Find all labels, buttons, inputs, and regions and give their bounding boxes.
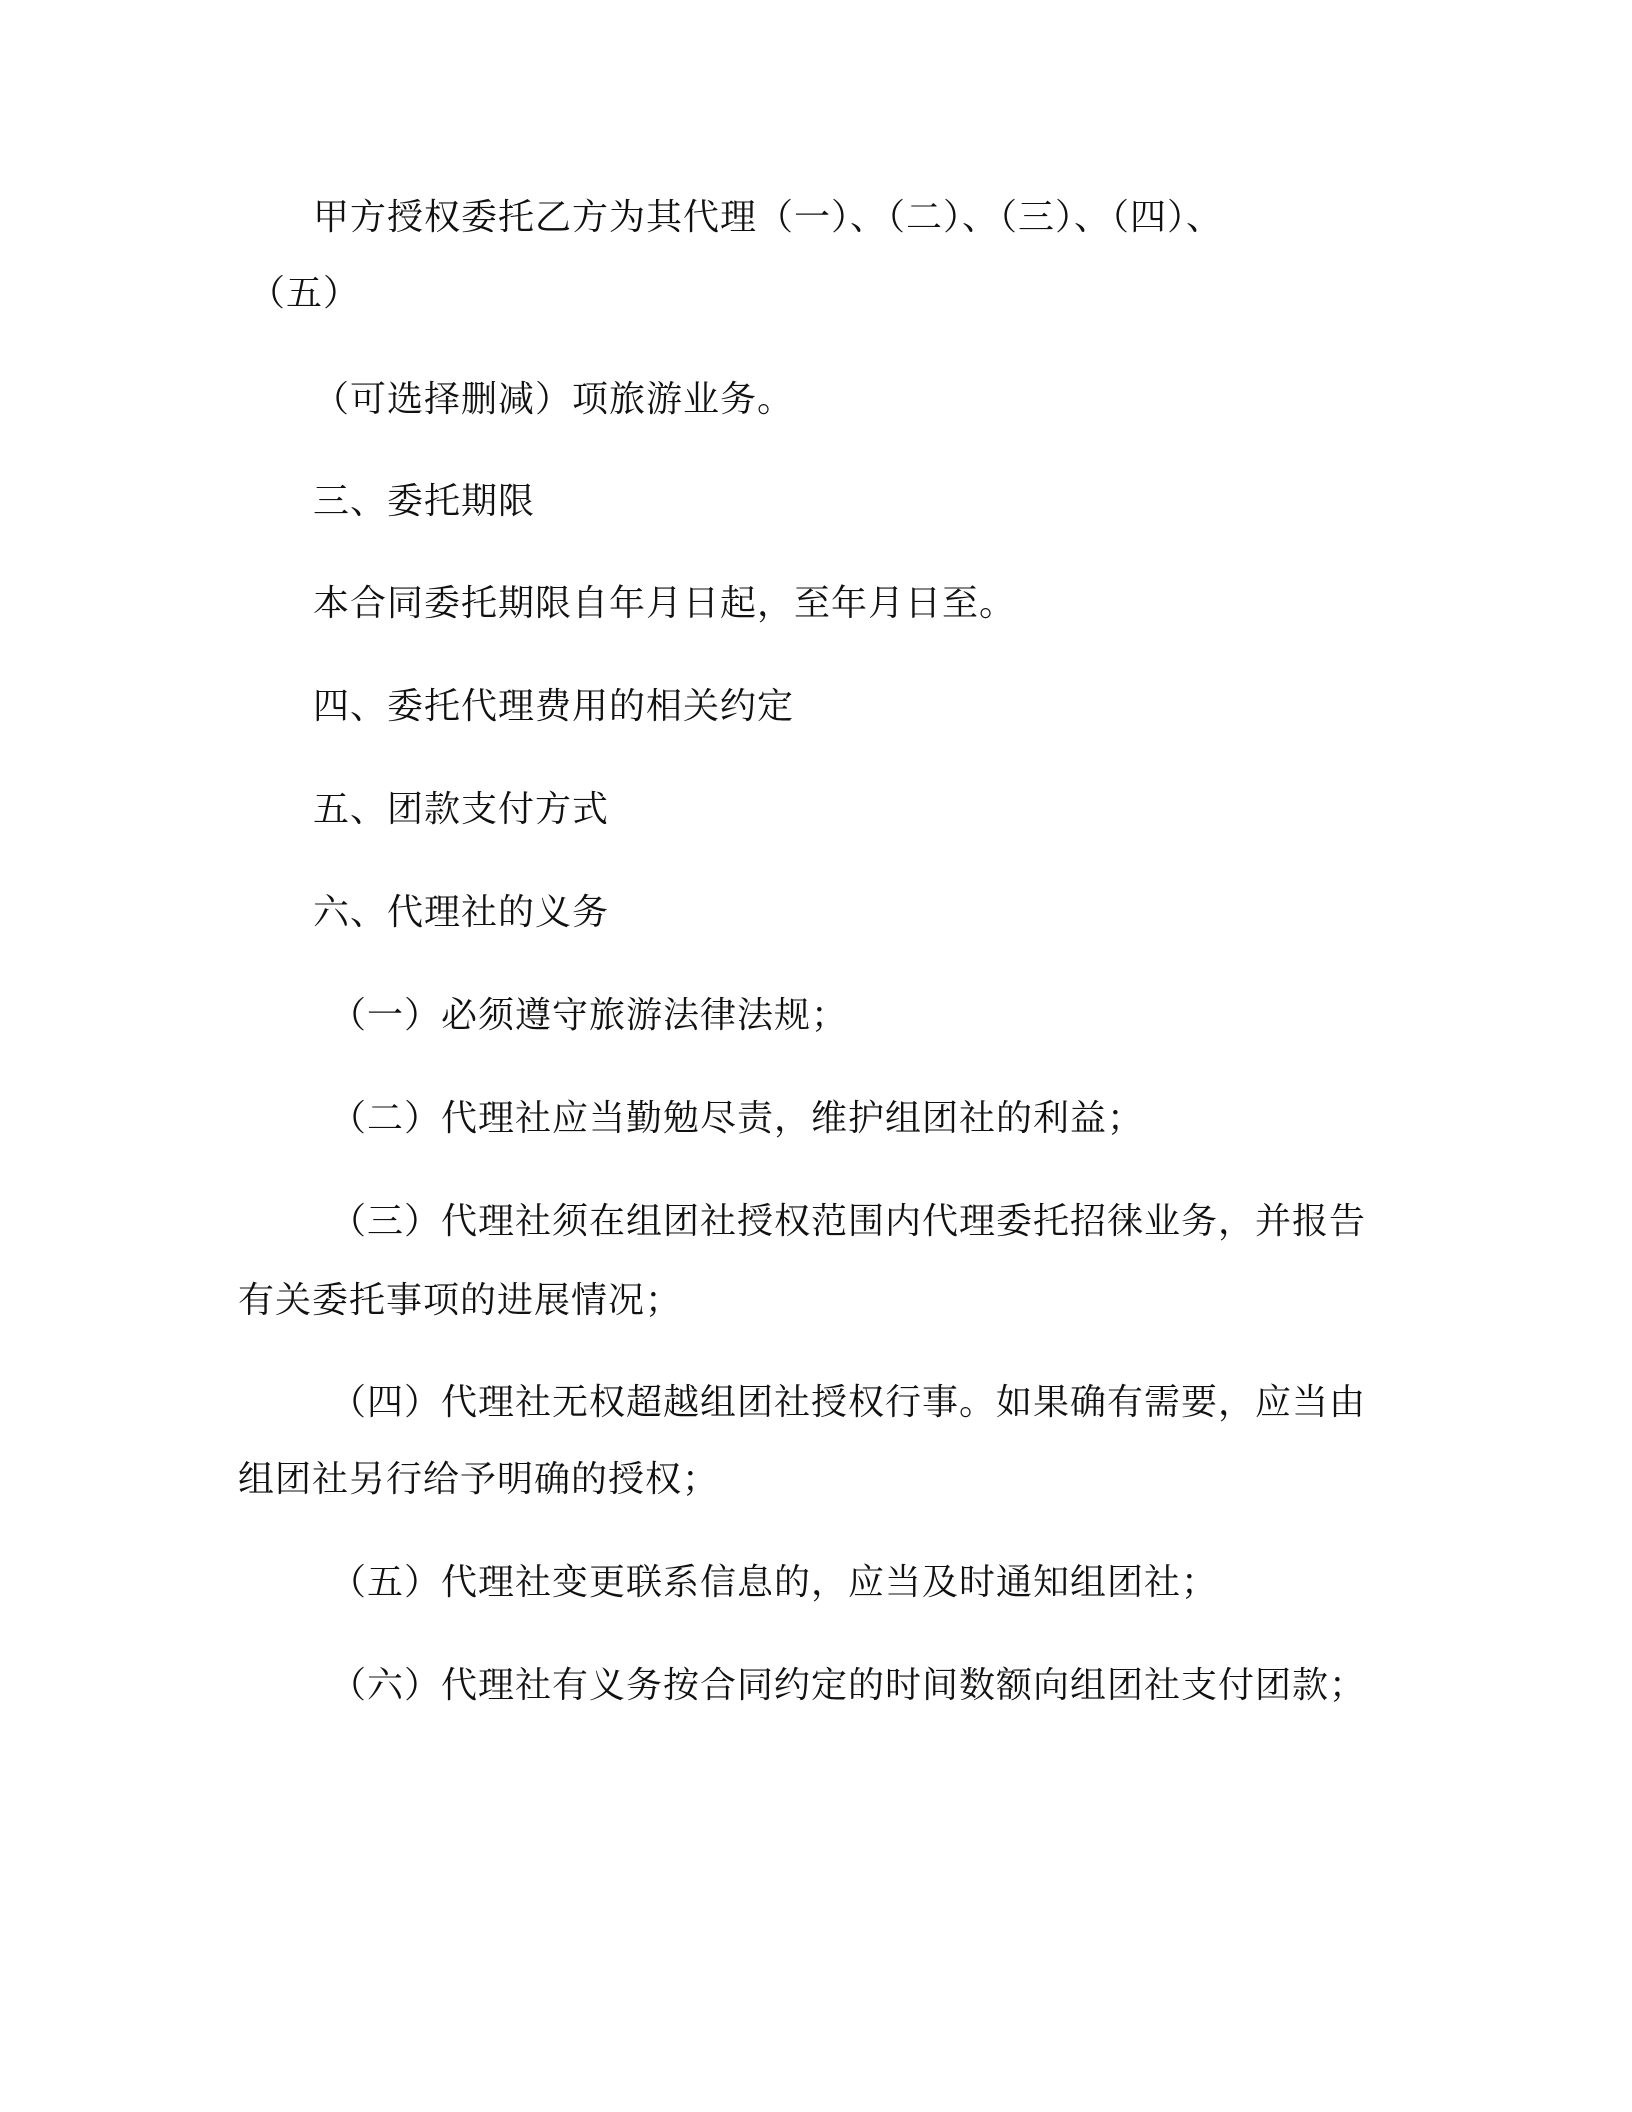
obligation-item-4-line-2: 组团社另行给予明确的授权； <box>238 1459 720 1500</box>
paragraph-term: 本合同委托期限自年月日起，至年月日至。 <box>313 583 1017 624</box>
obligation-item-3-line-2: 有关委托事项的进展情况； <box>238 1280 683 1321</box>
obligation-item-6: （六）代理社有义务按合同约定的时间数额向组团社支付团款； <box>330 1665 1367 1706</box>
section-heading-obligations: 六、代理社的义务 <box>313 892 610 933</box>
obligation-item-5: （五）代理社变更联系信息的，应当及时通知组团社； <box>330 1562 1219 1603</box>
paragraph-authorization-line-2: （五） <box>249 273 361 314</box>
section-heading-term: 三、委托期限 <box>313 481 536 522</box>
section-heading-fees: 四、委托代理费用的相关约定 <box>313 686 795 727</box>
obligation-item-4-line-1: （四）代理社无权超越组团社授权行事。如果确有需要，应当由 <box>330 1382 1367 1423</box>
obligation-item-1: （一）必须遵守旅游法律法规； <box>330 995 849 1036</box>
obligation-item-2: （二）代理社应当勤勉尽责，维护组团社的利益； <box>330 1098 1145 1139</box>
paragraph-authorization-line-1: 甲方授权委托乙方为其代理（一）、（二）、（三）、（四）、 <box>313 197 1224 238</box>
obligation-item-3-line-1: （三）代理社须在组团社授权范围内代理委托招徕业务，并报告 <box>330 1201 1367 1242</box>
paragraph-authorization-line-3: （可选择删减）项旅游业务。 <box>313 379 795 420</box>
section-heading-payment: 五、团款支付方式 <box>313 789 610 830</box>
